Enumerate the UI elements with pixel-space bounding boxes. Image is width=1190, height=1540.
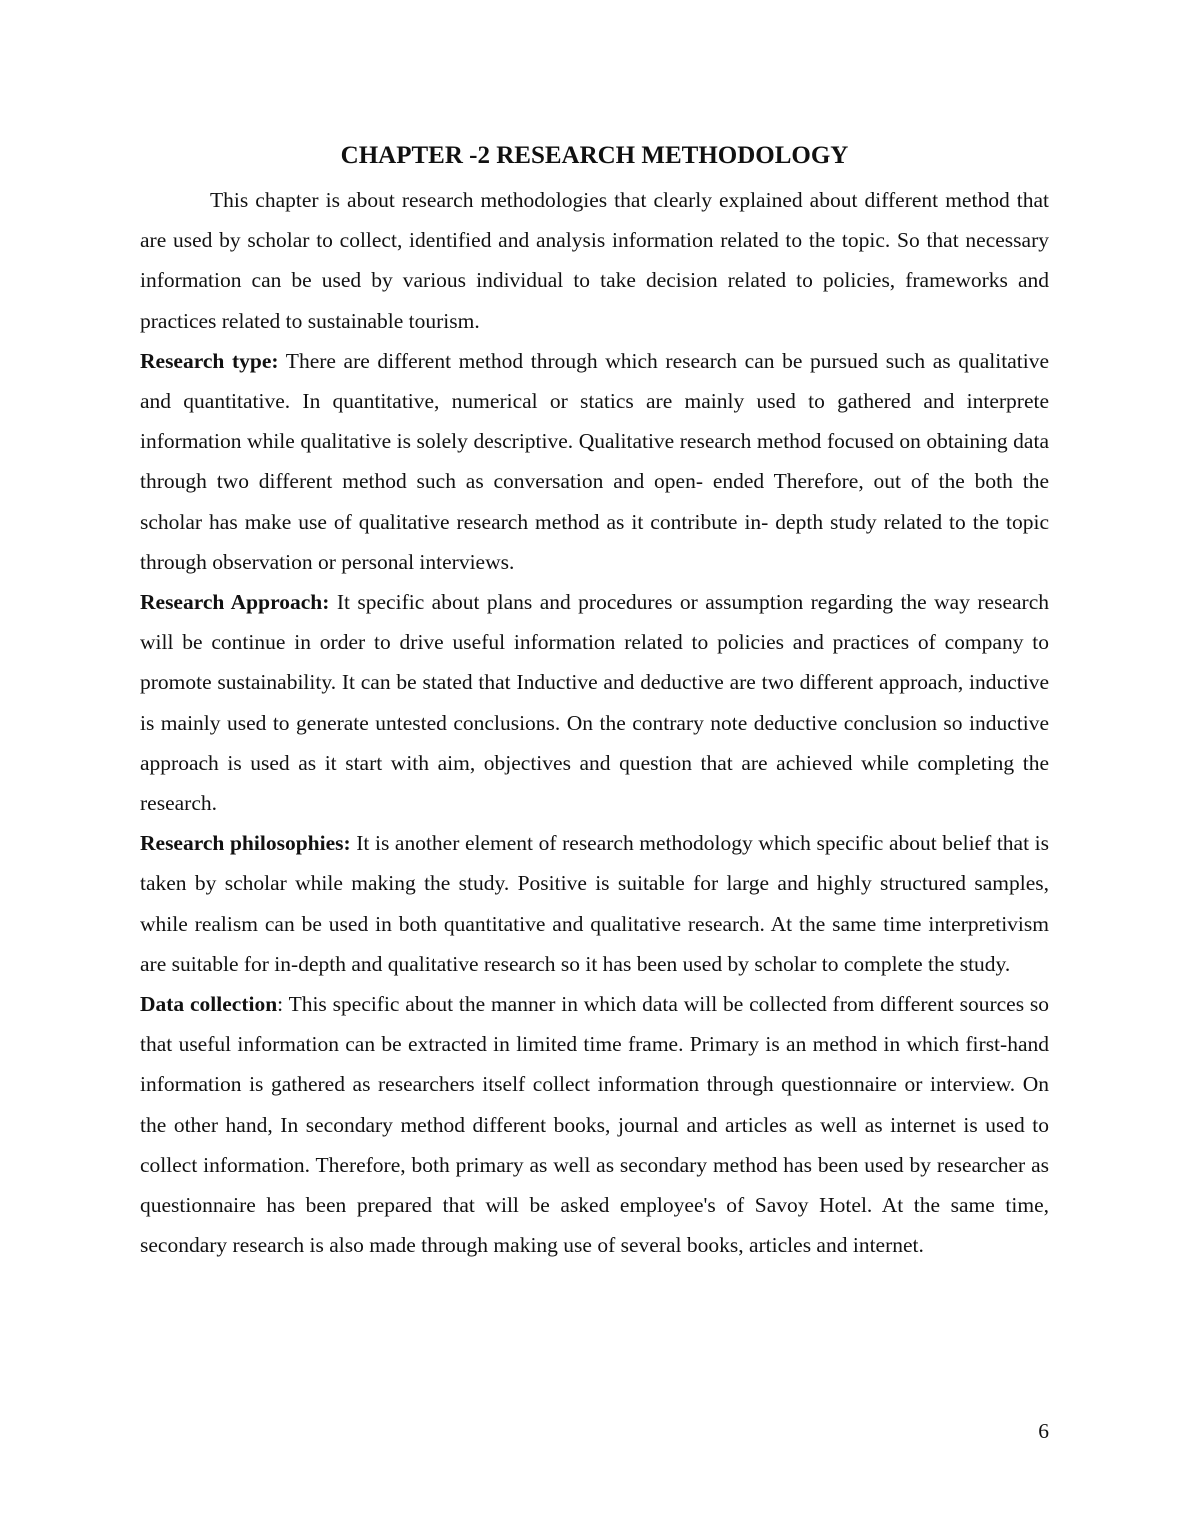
section-heading: Research philosophies: <box>140 831 351 856</box>
section-body: : This specific about the manner in which data will be collected from different sources so that useful information can be extracted in limited time frame. Primary is an method in which first-hand information is gathered as researchers itself collect information through questionnaire or interview. On the other hand, In secondary method different books, journal and articles as well as internet is used to collect information. Therefore, both primary as well as secondary method has been used by researcher as questionnaire has been prepared that will be asked employee's of Savoy Hotel. At the same time, secondary research is also made through making use of several books, articles and internet. <box>140 992 1049 1258</box>
intro-paragraph: This chapter is about research methodologies that clearly explained about different method that are used by scholar to collect, identified and analysis information related to the topic. So that necessary information can be used by various individual to take decision related to policies, frameworks and practices related to sustainable tourism. <box>140 188 1049 333</box>
section-heading: Data collection <box>140 992 278 1017</box>
chapter-body <box>140 180 1049 1265</box>
section-body: There are different method through which research can be pursued such as qualitative and quantitative. In quantitative, numerical or statics are mainly used to gathered and interprete information while qualitative is solely descriptive. Qualitative research method focused on obtaining data through two different method such as conversation and open- ended Therefore, out of the both the scholar has make use of qualitative research method as it contribute in- depth study related to the topic through observation or personal interviews. <box>140 348 1049 574</box>
section-research-approach <box>140 582 1049 823</box>
section-body: It specific about plans and procedures or assumption regarding the way research will be continue in order to drive useful information related to policies and practices of company to promote sustainability. It can be stated that Inductive and deductive are two different approach, inductive is mainly used to generate untested conclusions. On the contrary note deductive conclusion so inductive approach is used as it start with aim, objectives and question that are achieved while completing the research. <box>140 590 1050 816</box>
section-heading: Research Approach: <box>140 590 330 615</box>
chapter-title: CHAPTER -2 RESEARCH METHODOLOGY <box>340 142 849 169</box>
section-research-philosophies <box>140 823 1049 984</box>
section-heading: Research type: <box>140 348 279 373</box>
page-number: 6 <box>1038 1419 1049 1443</box>
section-research-type <box>140 341 1049 582</box>
section-data-collection <box>140 984 1049 1265</box>
section-body: It is another element of research methodology which specific about belief that is taken by scholar while making the study. Positive is suitable for large and highly structured samples, while realism can be used in both quantitative and qualitative research. At the same time interpretivism are suitable for in-depth and qualitative research so it has been used by scholar to complete the study. <box>140 831 1049 976</box>
